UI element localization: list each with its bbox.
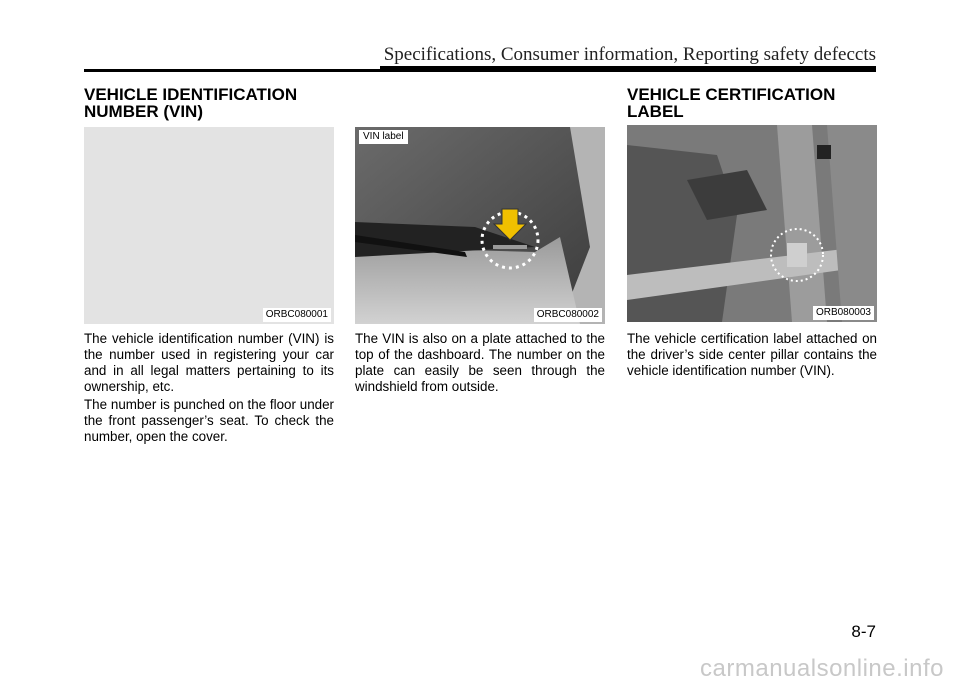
- header-rule-accent: [380, 66, 876, 72]
- vin-plate: [493, 245, 527, 249]
- figure-code: ORBC080002: [534, 308, 602, 322]
- cert-heading-line1: VEHICLE CERTIFICATION: [627, 85, 836, 104]
- dashboard-vin-figure: [355, 127, 605, 324]
- page-number: 8-7: [851, 622, 876, 641]
- vin-heading-line1: VEHICLE IDENTIFICATION: [84, 85, 298, 104]
- cert-heading-line2: LABEL: [627, 102, 684, 121]
- dashboard-paragraph: The VIN is also on a plate attached to the top of the dashboard. The number on the plate can easily be seen through the windshield from outside.: [355, 331, 605, 394]
- watermark: carmanualsonline.info: [700, 655, 944, 682]
- vin-heading: [84, 86, 297, 120]
- vin-label-callout: VIN label: [359, 130, 408, 144]
- figure-code: ORBC080001: [263, 308, 331, 322]
- cert-label-figure: [627, 125, 877, 322]
- cert-label-plate: [787, 243, 807, 267]
- figure-code: ORB080003: [813, 306, 874, 320]
- vin-paragraph-1: The vehicle identification number (VIN) is the number used in registering your car and in all legal matters pertaining to its ownership, etc.: [84, 331, 334, 394]
- cert-paragraph: The vehicle certification label attached on the driver’s side center pillar contains the vehicle identification number (VIN).: [627, 331, 877, 378]
- cert-heading: [627, 86, 835, 120]
- vin-heading-line2: NUMBER (VIN): [84, 102, 203, 121]
- vin-paragraph-2: The number is punched on the floor under the front passenger’s seat. To check the number, open the cover.: [84, 397, 334, 444]
- door-pillar-illustration: [627, 125, 877, 322]
- door-latch: [817, 145, 831, 159]
- vin-floor-figure: [84, 127, 334, 324]
- header-title: Specifications, Consumer information, Reporting safety defeccts: [383, 44, 876, 65]
- windshield-illustration: [355, 127, 605, 324]
